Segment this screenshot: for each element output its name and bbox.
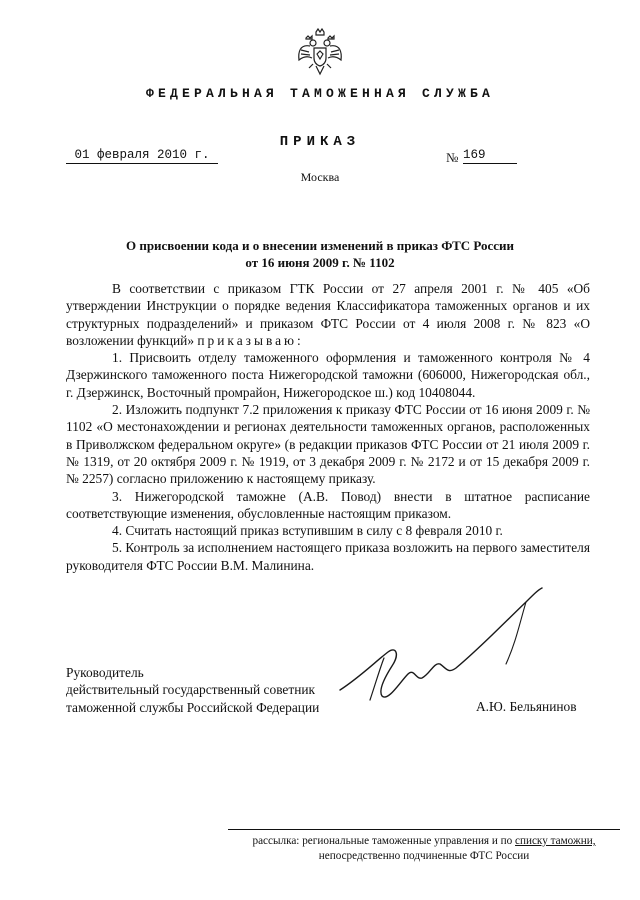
signatory-title [66, 664, 319, 716]
preamble-text: В соответствии с приказом ГТК России от 27 апреля 2001 г. № 405 «Об утверждении Инструкции о порядке ведения Классификатора таможенных органов и их структурных подразделений» и приказом ФТС России от 4 июля 2008 г. № 823 «О возложении функций» [66, 281, 590, 348]
order-body [66, 280, 590, 574]
distribution-line-2: непосредственно подчиненные ФТС России [318, 850, 530, 862]
emblem-icon [296, 26, 344, 78]
order-date: 01 февраля 2010 г. [66, 148, 218, 164]
distribution-list-link: списку таможни, [515, 835, 596, 847]
heading-line-1: О присвоении кода и о внесении изменений в приказ ФТС России [125, 238, 515, 253]
preamble [66, 280, 590, 349]
order-heading [60, 237, 580, 271]
document-type: ПРИКАЗ [279, 134, 361, 150]
heading-line-2: от 16 июня 2009 г. № 1102 [245, 255, 395, 270]
item-1: 1. Присвоить отделу таможенного оформления и таможенного контроля № 4 Дзержинского таможенного поста Нижегородской таможни (606000, Нижегородская обл., г. Дзержинск, Восточный промрайон, Нижегородское ш.) код 10408044. [66, 350, 590, 400]
command-word: приказываю: [197, 332, 304, 348]
signatory-title-line-2: действительный государственный советник [66, 682, 316, 698]
distribution-prefix: рассылка: региональные таможенные управления и по [252, 835, 513, 847]
order-number: 169 [463, 148, 517, 164]
signatory-title-line-3: таможенной службы Российской Федерации [66, 699, 320, 715]
item-4: 4. Считать настоящий приказ вступившим в силу с 8 февраля 2010 г. [112, 523, 503, 539]
item-3: 3. Нижегородской таможне (А.В. Повод) внести в штатное расписание соответствующие изменения, обусловленные настоящим приказом. [66, 488, 590, 521]
item-2: 2. Изложить подпункт 7.2 приложения к приказу ФТС России от 16 июня 2009 г. № 1102 «О местонахождении и регионах деятельности таможенных органов, расположенных в Приволжском федеральном округе» (в редакции приказов ФТС России от 21 июля 2009 г. № 1319, от 20 октября 2009 г. № 1919, от 3 декабря 2009 г. № 2172 и от 15 декабря 2009 г. № 2257) согласно приложению к настоящему приказу. [66, 402, 590, 487]
signatory-title-line-1: Руководитель [66, 665, 144, 680]
order-number-label: № [446, 150, 459, 165]
distribution-list [228, 829, 620, 864]
signatory-name: А.Ю. Бельянинов [476, 699, 577, 714]
agency-name: ФЕДЕРАЛЬНАЯ ТАМОЖЕННАЯ СЛУЖБА [145, 86, 495, 101]
distribution-line-1 [228, 834, 620, 849]
item-5: 5. Контроль за исполнением настоящего приказа возложить на первого заместителя руководителя ФТС России В.М. Малинина. [66, 540, 590, 573]
city: Москва [300, 170, 340, 184]
